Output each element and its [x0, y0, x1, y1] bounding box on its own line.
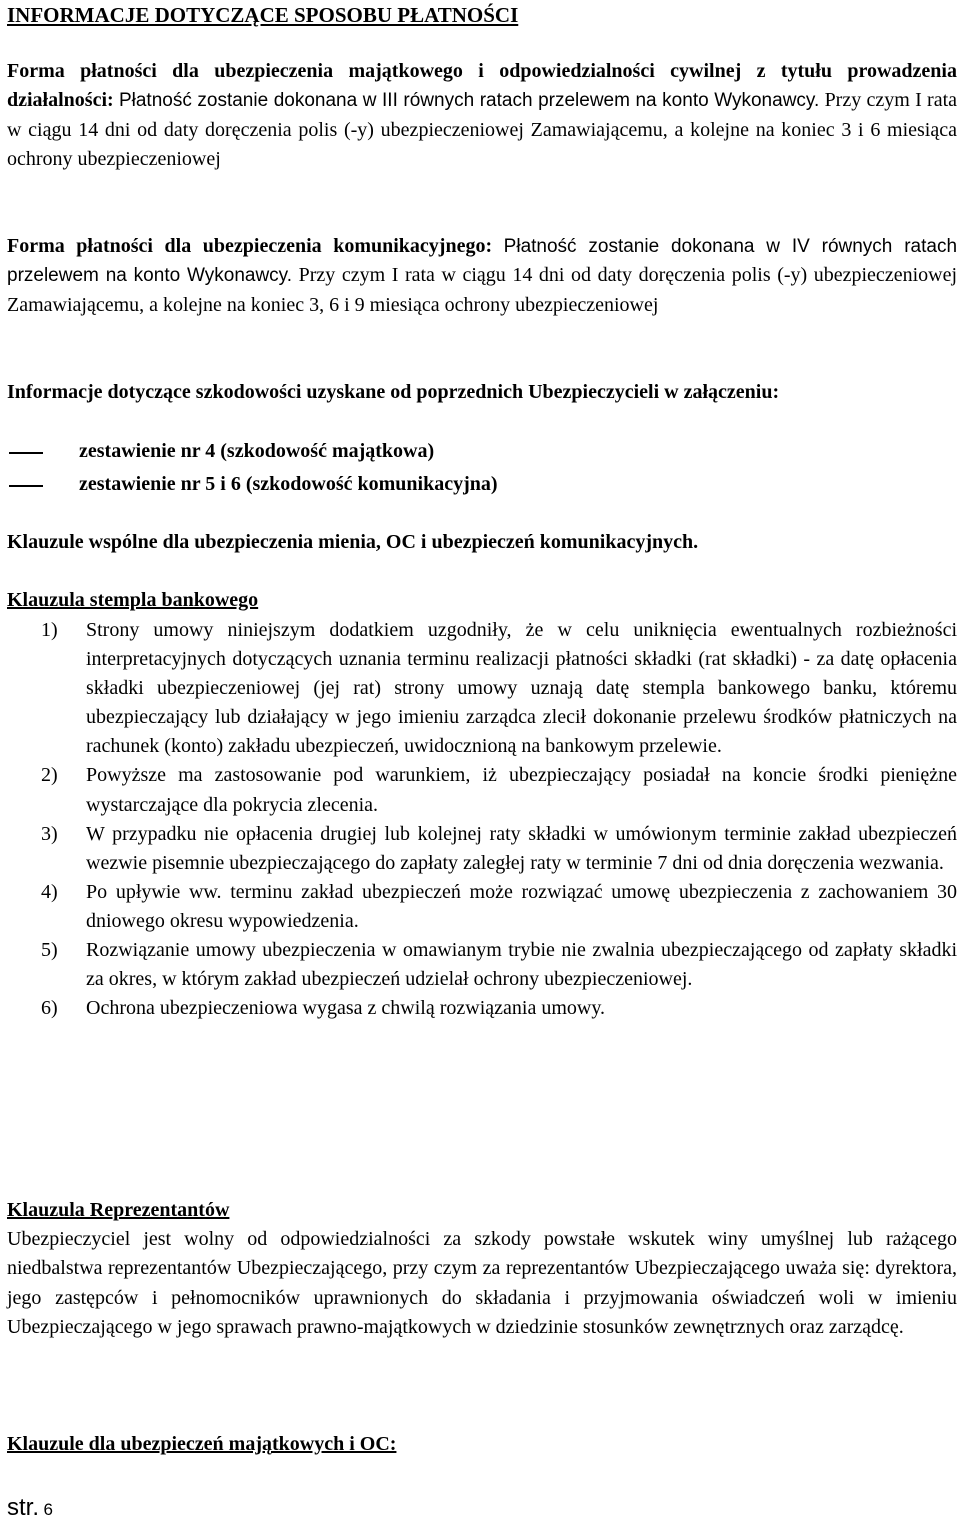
payment-property-label: Forma płatności dla ubezpieczenia majątkowego i odpowiedzialności cywilnej z tytułu prowadzenia działalności: [7, 60, 957, 112]
list-item-text: zestawienie nr 4 (szkodowość majątkowa) [79, 440, 435, 462]
list-item-text: Strony umowy niniejszym dodatkiem uzgodniły, że w celu uniknięcia ewentualnych rozbieżności interpretacyjnych dotyczących uznania terminu realizacji płatności składki (rat składki) - za datę opłacenia składki ubezpieczeniowej (jej rat) strony umowy uznają datę stempla bankowego banku, któremu ubezpieczający lub działający w jego imieniu zarządca zlecił dokonanie przelewu środków płatniczych na rachunek (konto) zakładu ubezpieczeń, uwidocznioną na bankowym przelewie. [86, 619, 957, 758]
bank-stamp-clause-list [7, 616, 957, 1023]
representatives-clause-text: Ubezpieczyciel jest wolny od odpowiedzialności za szkody powstałe wskutek winy umyślnej lub rażącego niedbalstwa reprezentantów Ubezpieczającego, przy czym za reprezentantów Ubezpieczającego uważa się: dyrektora, jego zastępców i pełnomocników uprawnionych do składania i przyjmowania oświadczeń woli w imieniu Ubezpieczającego w jego sprawach prawno-majątkowych w dziedzinie stosunków zewnętrznych oraz zarządcę. [7, 1228, 957, 1338]
list-item-number: 4) [41, 880, 58, 903]
list-item-number: 1) [41, 619, 58, 641]
list-item-number: 2) [41, 764, 58, 787]
dash-bullet-icon [9, 485, 43, 487]
list-item-text: Po upływie ww. terminu zakład ubezpieczeń może rozwiązać umowę ubezpieczenia z zachowaniem 30 dniowego okresu wypowiedzenia. [86, 880, 957, 932]
payment-property-section [7, 57, 957, 174]
payment-motor-section [7, 232, 957, 320]
list-item-text: W przypadku nie opłacenia drugiej lub kolejnej raty składki w umówionym terminie zakład ubezpieczeń wezwie pisemnie ubezpieczającego do zapłaty zaległej raty w terminie 7 dni od dnia doręczenia wezwania. [86, 822, 957, 874]
payment-motor-text-sans: Płatność zostanie dokonana w IV równych ratach przelewem na konto Wykonawcy. [7, 236, 958, 287]
payment-motor-label: Forma płatności dla ubezpieczenia komunikacyjnego: [7, 235, 493, 257]
payment-property-text-sans: Płatność zostanie dokonana w III równych ratach przelewem na konto Wykonawcy. [118, 90, 820, 112]
list-item-number: 6) [41, 997, 58, 1020]
page-footer [7, 1494, 53, 1522]
dash-bullet-icon [9, 452, 43, 454]
page-title: INFORMACJE DOTYCZĄCE SPOSOBU PŁATNOŚCI [7, 3, 519, 27]
list-item [7, 936, 957, 994]
list-item [7, 616, 957, 761]
list-item-text: Rozwiązanie umowy ubezpieczenia w omawianym trybie nie zwalnia ubezpieczającego od zapłaty składki za okres, w którym zakład ubezpieczeń udzielał ochrony ubezpieczeniowej. [86, 939, 957, 991]
property-clauses-heading: Klauzule dla ubezpieczeń majątkowych i OC: [7, 1433, 397, 1455]
claims-info-heading: Informacje dotyczące szkodowości uzyskane od poprzednich Ubezpieczycieli w załączeniu: [7, 381, 780, 403]
page-label: str. [7, 1494, 40, 1521]
list-item-text: Powyższe ma zastosowanie pod warunkiem, iż ubezpieczający posiadał na koncie środki pieniężne wystarczające dla pokrycia zlecenia. [86, 764, 957, 816]
payment-property-text: Przy czym I rata w ciągu 14 dni od daty doręczenia polis (-y) ubezpieczeniowej Zamawiającemu, a kolejne na koniec 3 i 6 miesiąca ochrony ubezpieczeniowej [7, 89, 957, 170]
list-item-text: zestawienie nr 5 i 6 (szkodowość komunikacyjna) [79, 473, 498, 495]
bank-stamp-clause-heading: Klauzula stempla bankowego [7, 589, 259, 611]
page-number: 6 [43, 1500, 53, 1519]
representatives-clause-heading: Klauzula Reprezentantów [7, 1199, 230, 1221]
common-clauses-heading: Klauzule wspólne dla ubezpieczenia mienia, OC i ubezpieczeń komunikacyjnych. [7, 531, 699, 553]
list-item [7, 994, 957, 1023]
list-item-number: 5) [41, 939, 58, 962]
list-item-text: Ochrona ubezpieczeniowa wygasa z chwilą rozwiązania umowy. [86, 997, 606, 1020]
list-item-number: 3) [41, 822, 58, 845]
list-item [7, 761, 957, 819]
list-item [7, 878, 957, 936]
list-item [7, 820, 957, 878]
payment-motor-text: Przy czym I rata w ciągu 14 dni od daty doręczenia polis (-y) ubezpieczeniowej Zamawiającemu, a kolejne na koniec 3, 6 i 9 miesiąca ochrony ubezpieczeniowej [7, 264, 958, 316]
